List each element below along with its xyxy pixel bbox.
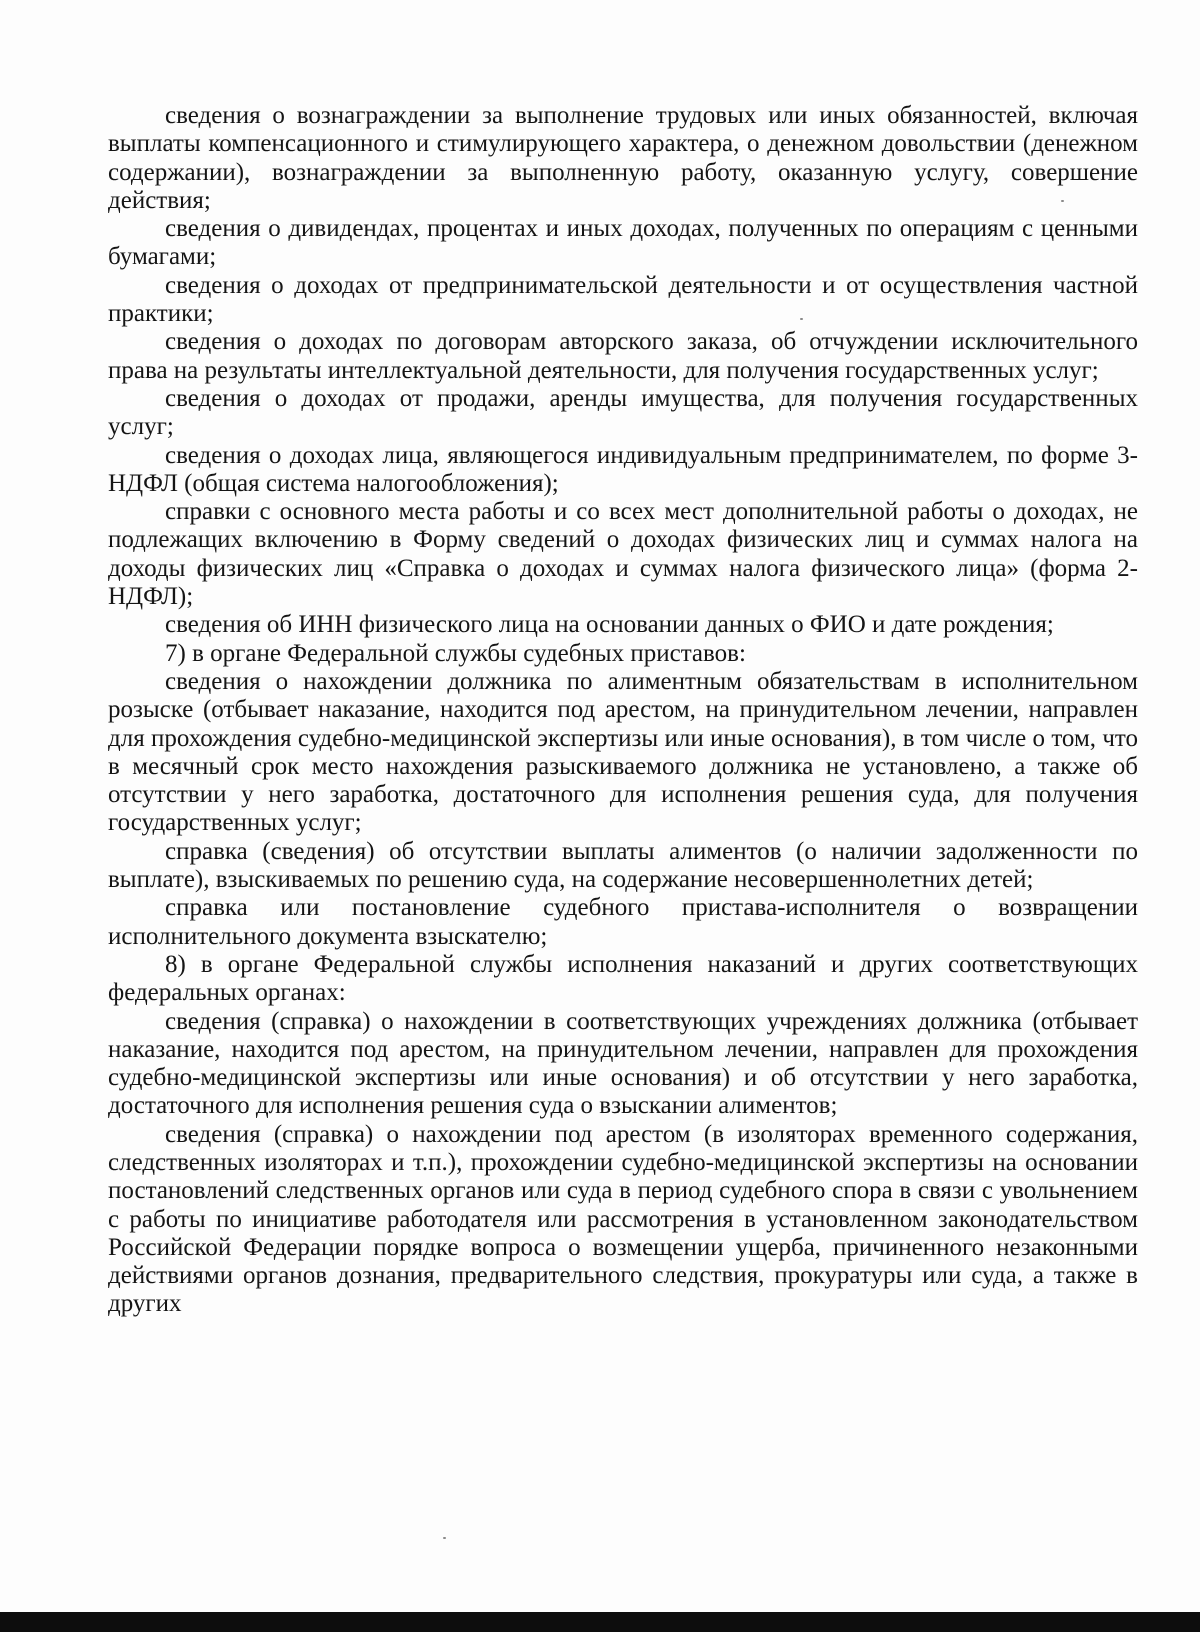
scan-speck	[443, 1537, 446, 1539]
paragraph-institution-stay: сведения (справка) о нахождении в соответствующих учреждениях должника (отбывает наказание, находится под арестом, на принудительном лечении, направлен для прохождения судебно-медицинской экспертизы или иные основания) и об отсутствии у него заработка, достаточного для исполнения решения суда о взыскании алиментов;	[108, 1007, 1138, 1120]
paragraph-dividends: сведения о дивидендах, процентах и иных доходах, полученных по операциям с ценными бумагами;	[108, 215, 1138, 271]
paragraph-3ndfl: сведения о доходах лица, являющегося индивидуальным предпринимателем, по форме 3-НДФЛ (общая система налогообложения);	[108, 441, 1138, 497]
scan-bottom-edge	[0, 1612, 1200, 1632]
section-8-heading: 8) в органе Федеральной службы исполнения наказаний и других соответствующих федеральных органах:	[108, 950, 1138, 1007]
paragraph-alimony-nonpayment: справка (сведения) об отсутствии выплаты алиментов (о наличии задолженности по выплате), взыскиваемых по решению суда, на содержание несовершеннолетних детей;	[108, 837, 1138, 894]
paragraph-business-income: сведения о доходах от предпринимательской деятельности и от осуществления частной практики;	[108, 271, 1138, 328]
paragraph-arrest-info: сведения (справка) о нахождении под арестом (в изоляторах временного содержания, следственных изоляторах и т.п.), прохождении судебно-медицинской экспертизы на основании постановлений следственных органов или суда в период судебного спора в связи с увольнением с работы по инициативе работодателя или рассмотрения в установленном законодательством Российской Федерации порядке вопроса о возмещении ущерба, причиненного незаконными действиями органов дознания, предварительного следствия, прокуратуры или суда, а также в других	[108, 1120, 1138, 1318]
paragraph-property-sale: сведения о доходах от продажи, аренды имущества, для получения государственных услуг;	[108, 384, 1138, 441]
paragraph-inn: сведения об ИНН физического лица на основании данных о ФИО и дате рождения;	[165, 611, 1054, 639]
scan-speck	[1061, 200, 1064, 202]
paragraph-bailiff-resolution: справка или постановление судебного пристава-исполнителя о возвращении исполнительного документа взыскателю;	[108, 894, 1138, 950]
paragraph-remuneration: сведения о вознаграждении за выполнение трудовых или иных обязанностей, включая выплаты компенсационного и стимулирующего характера, о денежном довольствии (денежном содержании), вознаграждении за выполненную работу, оказанную услугу, совершение действия;	[108, 102, 1138, 214]
paragraph-2ndfl: справки с основного места работы и со всех мест дополнительной работы о доходах, не подлежащих включению в Форму сведений о доходах физических лиц и суммах налога на доходы физических лиц «Справка о доходах и суммах налога физического лица» (форма 2-НДФЛ);	[108, 498, 1138, 611]
document-body	[108, 102, 1138, 1319]
paragraph-debtor-search: сведения о нахождении должника по алиментным обязательствам в исполнительном розыске (отбывает наказание, находится под арестом, на принудительном лечении, направлен для прохождения судебно-медицинской экспертизы или иные основания), в том числе о том, что в месячный срок место нахождения разыскиваемого должника не установлено, а также об отсутствии у него заработка, достаточного для исполнения решения суда, для получения государственных услуг;	[108, 667, 1138, 837]
section-7-heading: 7) в органе Федеральной службы судебных приставов:	[165, 639, 746, 667]
scan-speck	[800, 318, 803, 320]
paragraph-author-contracts: сведения о доходах по договорам авторского заказа, об отчуждении исключительного права на результаты интеллектуальной деятельности, для получения государственных услуг;	[108, 328, 1138, 384]
